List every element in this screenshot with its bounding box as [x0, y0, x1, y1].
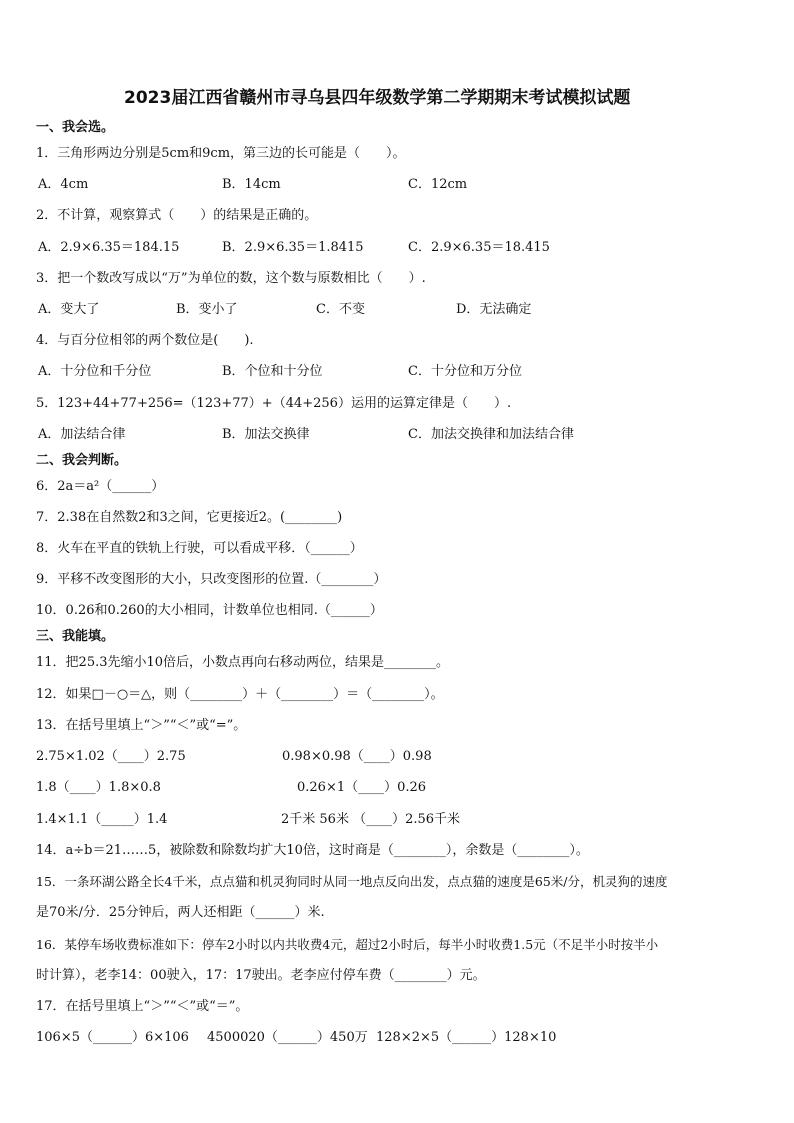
- question-2-option-b: B．2.9×6.35＝1.8415: [222, 240, 364, 255]
- question-8: 8．火车在平直的铁轨上行驶，可以看成平移．（______）: [36, 541, 363, 556]
- section-heading-choose: 一、我会选。: [36, 120, 115, 135]
- question-4-option-a: A．十分位和千分位: [38, 364, 152, 379]
- section-heading-judge: 二、我会判断。: [36, 453, 128, 468]
- question-13-item-1: 2.75×1.02（____）2.75: [36, 749, 186, 764]
- question-4-option-b: B．个位和十分位: [222, 364, 323, 379]
- question-16-line-2: 时计算），老李14：00驶入，17：17驶出。老李应付停车费（________）元。: [36, 968, 486, 983]
- question-3-option-a: A．变大了: [38, 302, 100, 317]
- page-title: 2023届江西省赣州市寻乌县四年级数学第二学期期末考试模拟试题: [124, 88, 631, 108]
- question-14: 14．a÷b＝21……5，被除数和除数均扩大10倍，这时商是（________），余数是（________）。: [36, 843, 589, 858]
- question-13-stem: 13．在括号里填上“＞”“＜”或“=”。: [36, 718, 247, 733]
- question-16-line-1: 16．某停车场收费标准如下：停车2小时以内共收费4元，超过2小时后，每半小时收费1.5元（不足半小时按半小: [36, 937, 659, 952]
- question-1-option-c: C．12cm: [408, 177, 468, 192]
- question-11: 11．把25.3先缩小10倍后，小数点再向右移动两位，结果是________。: [36, 655, 450, 670]
- question-2-option-c: C．2.9×6.35＝18.415: [408, 240, 550, 255]
- question-15-line-1: 15．一条环湖公路全长4千米，点点猫和机灵狗同时从同一地点反向出发，点点猫的速度是65米/分，机灵狗的速度: [36, 874, 668, 889]
- question-5-option-a: A．加法结合律: [38, 427, 126, 442]
- question-17-item-3: 128×2×5（______）128×10: [376, 1030, 557, 1045]
- question-2-stem: 2．不计算，观察算式（ ）的结果是正确的。: [36, 208, 318, 223]
- question-12: 12．如果□－○＝△，则（________）＋（________）＝（________）。: [36, 687, 444, 702]
- question-10: 10．0.26和0.260的大小相同，计数单位也相同.（______）: [36, 603, 383, 618]
- question-6: 6．2a＝a²（______）: [36, 479, 165, 494]
- question-3-option-d: D．无法确定: [456, 302, 532, 317]
- question-4-stem: 4．与百分位相邻的两个数位是( ).: [36, 333, 254, 348]
- question-5-option-c: C．加法交换律和加法结合律: [408, 427, 574, 442]
- question-17-item-2: 4500020（______）450万: [207, 1030, 368, 1045]
- question-7: 7．2.38在自然数2和3之间，它更接近2。(________): [36, 510, 343, 525]
- question-17-stem: 17．在括号里填上“＞”“＜”或“＝”。: [36, 999, 249, 1014]
- question-5-stem: 5．123+44+77+256=（123+77）+（44+256）运用的运算定律是（ ）.: [36, 396, 512, 411]
- question-3-option-c: C．不变: [316, 302, 365, 317]
- question-2-option-a: A．2.9×6.35＝184.15: [38, 240, 180, 255]
- question-17-item-1: 106×5（______）6×106: [36, 1030, 189, 1045]
- question-3-stem: 3．把一个数改写成以“万”为单位的数，这个数与原数相比（ ）.: [36, 271, 426, 286]
- question-1-stem: 1．三角形两边分别是5cm和9cm，第三边的长可能是（ ）。: [36, 146, 406, 161]
- question-15-line-2: 是70米/分．25分钟后，两人还相距（______）米.: [36, 905, 325, 920]
- question-13-item-3: 1.8（____）1.8×0.8: [36, 780, 161, 795]
- question-9: 9．平移不改变图形的大小，只改变图形的位置.（________）: [36, 572, 387, 587]
- question-3-option-b: B．变小了: [176, 302, 238, 317]
- question-1-option-b: B．14cm: [222, 177, 281, 192]
- question-4-option-c: C．十分位和万分位: [408, 364, 522, 379]
- question-13-item-2: 0.98×0.98（____）0.98: [282, 749, 432, 764]
- question-1-option-a: A．4cm: [38, 177, 89, 192]
- question-13-item-5: 1.4×1.1（_____）1.4: [36, 812, 168, 827]
- section-heading-fill: 三、我能填。: [36, 629, 115, 644]
- question-13-item-4: 0.26×1（____）0.26: [297, 780, 427, 795]
- question-13-item-6: 2千米 56米 （____）2.56千米: [281, 812, 461, 827]
- question-5-option-b: B．加法交换律: [222, 427, 310, 442]
